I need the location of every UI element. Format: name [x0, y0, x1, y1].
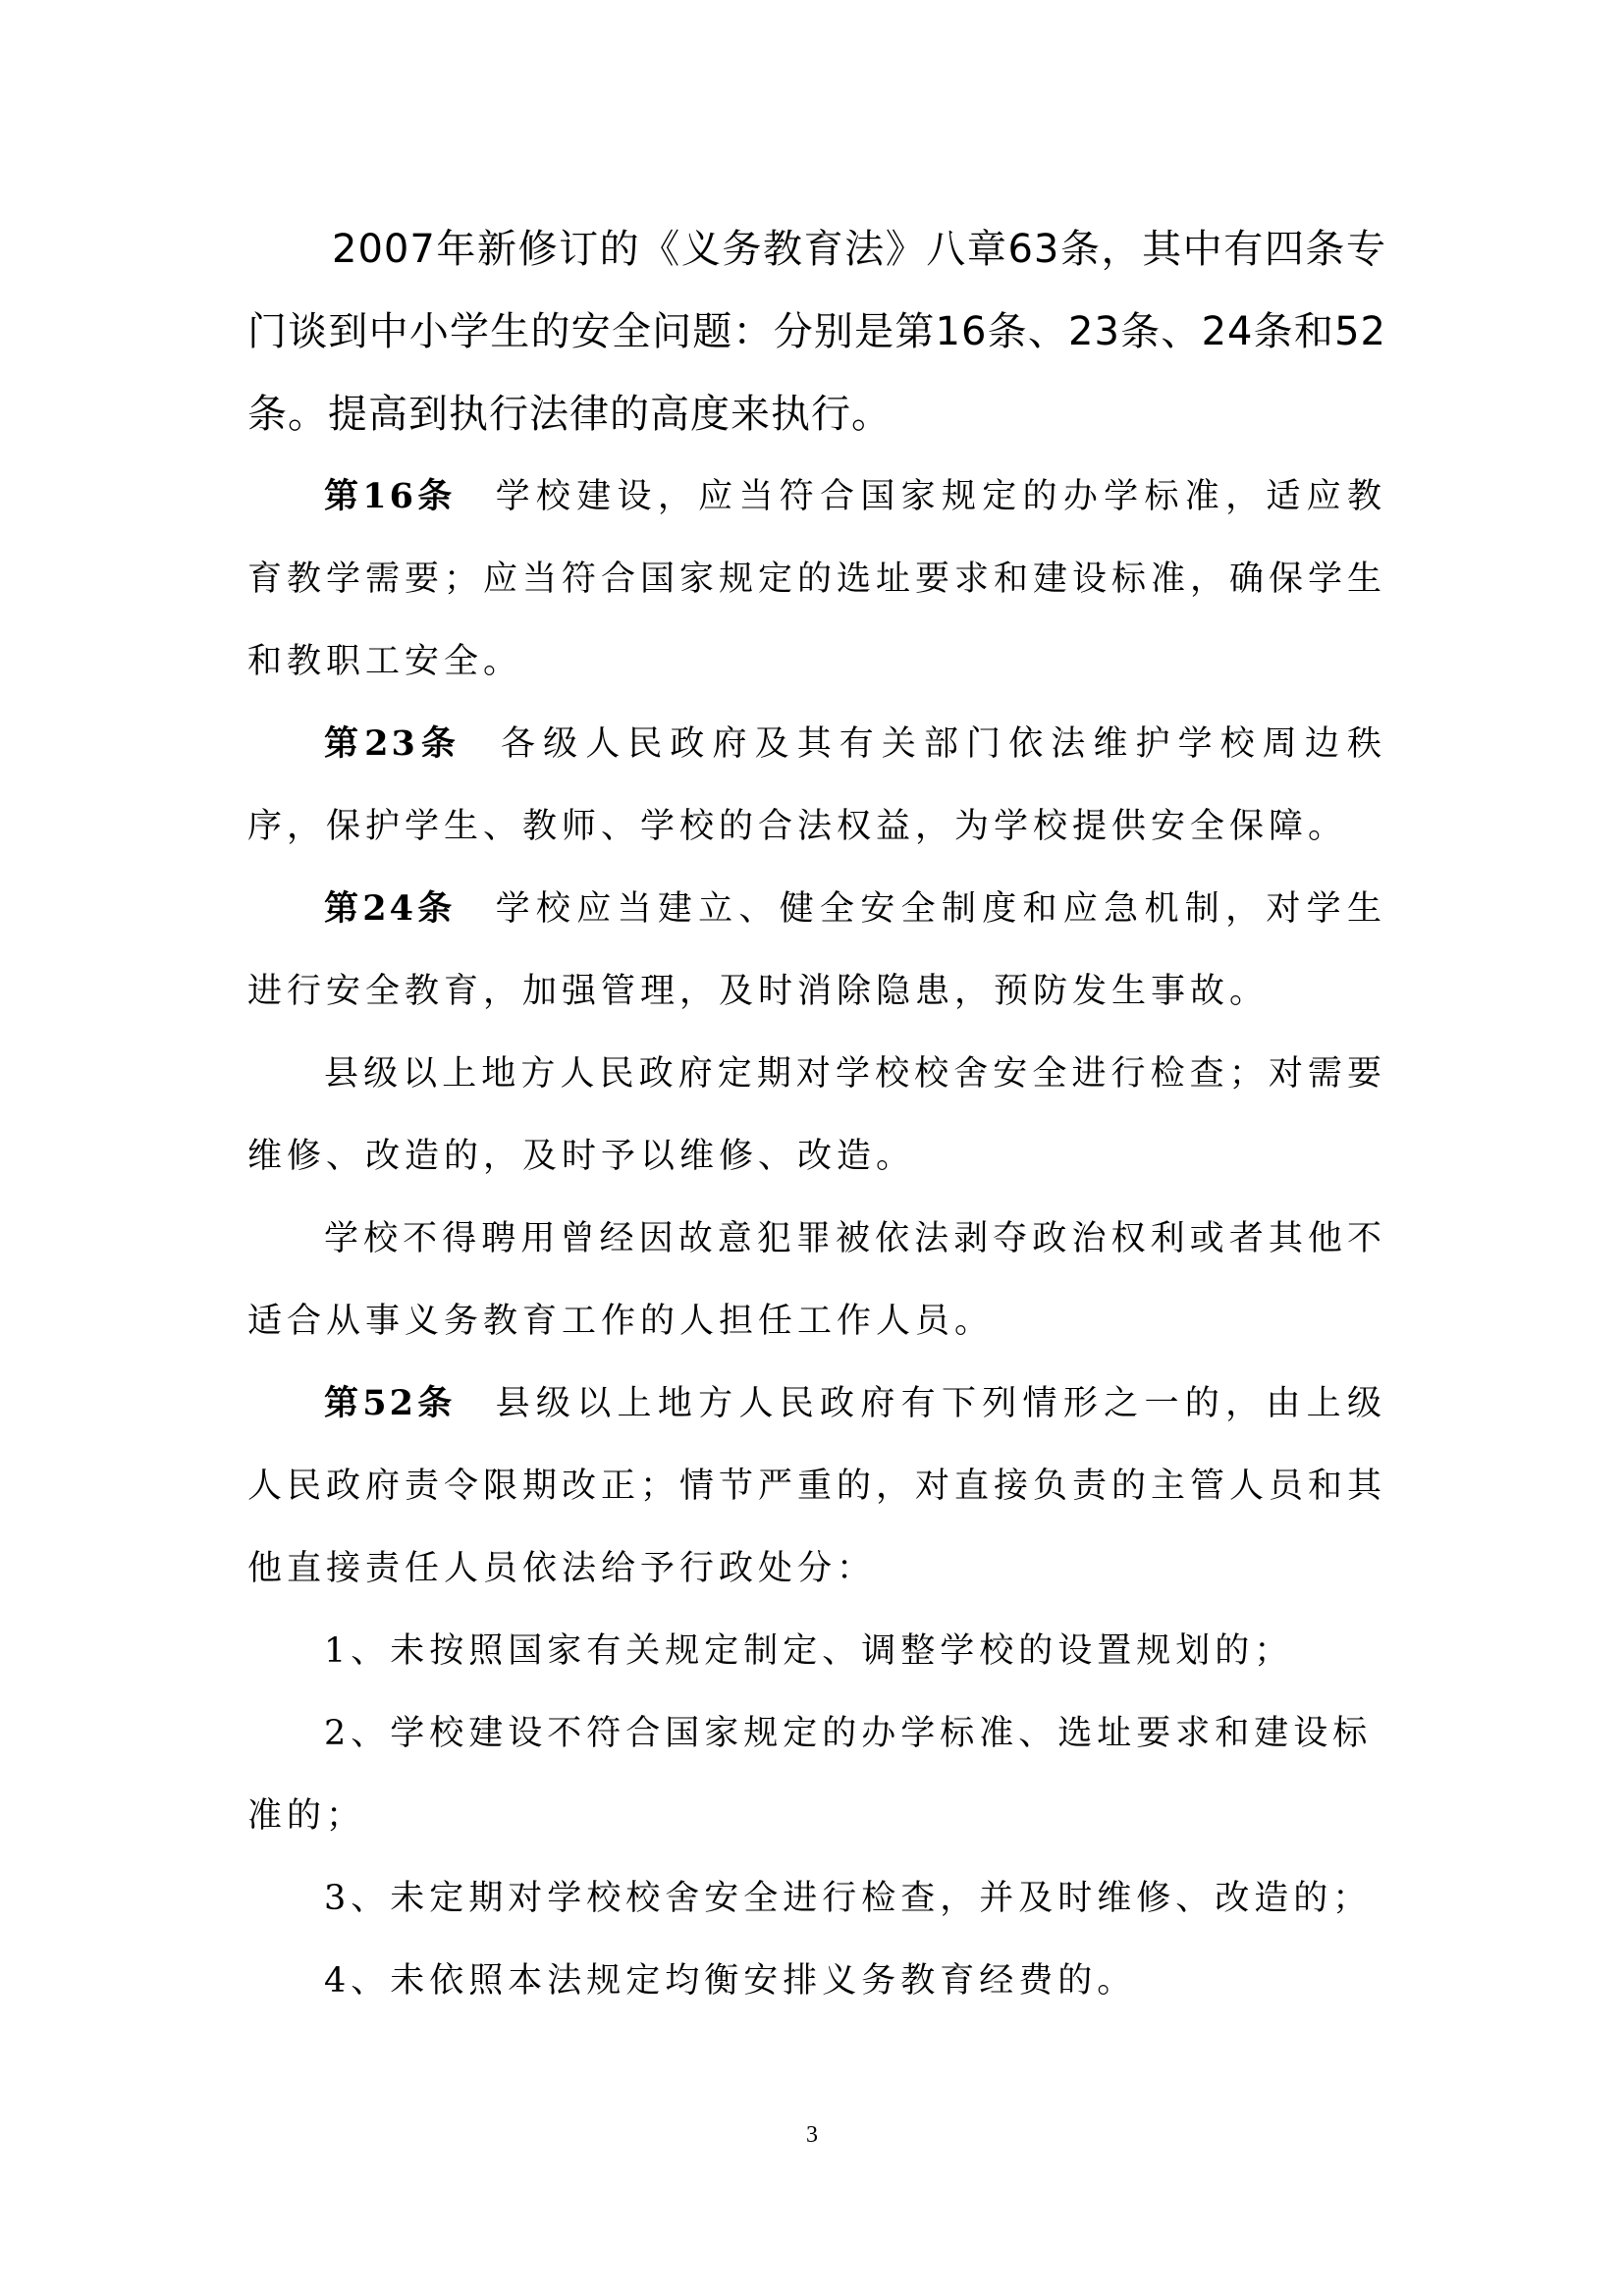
article-number: 第24条 — [324, 888, 457, 929]
intro-paragraph: 2007年新修订的《义务教育法》八章63条，其中有四条专门谈到中小学生的安全问题：分别是第16条、23条、24条和52条。提高到执行法律的高度来执行。 — [247, 227, 1386, 437]
article-number: 第16条 — [324, 476, 457, 516]
list-item: 4、未依照本法规定均衡安排义务教育经费的。 — [324, 1961, 1137, 2001]
article-text: 各级人民政府及其有关部门依法维护学校周边秩序，保护学生、教师、学校的合法权益，为学校提供安全保障。 — [247, 724, 1386, 846]
article-16 — [247, 455, 1386, 703]
list-item: 1、未按照国家有关规定制定、调整学校的设置规划的； — [324, 1631, 1294, 1671]
article-text: 学校建设，应当符合国家规定的办学标准，适应教育教学需要；应当符合国家规定的选址要求和建设标准，确保学生和教职工安全。 — [247, 477, 1387, 681]
article-text: 学校应当建立、健全安全制度和应急机制，对学生进行安全教育，加强管理，及时消除隐患，预防发生事故。 — [247, 889, 1386, 1011]
paragraph-inspection: 县级以上地方人民政府定期对学校校舍安全进行检查；对需要维修、改造的，及时予以维修、改造。 — [247, 1054, 1386, 1176]
list-item: 2、学校建设不符合国家规定的办学标准、选址要求和建设标准的； — [247, 1714, 1373, 1836]
article-number: 第23条 — [324, 723, 462, 764]
article-52 — [247, 1362, 1386, 1610]
paragraph-hiring: 学校不得聘用曾经因故意犯罪被依法剥夺政治权利或者其他不适合从事义务教育工作的人担任工作人员。 — [247, 1219, 1386, 1341]
article-text: 县级以上地方人民政府有下列情形之一的，由上级人民政府责令限期改正；情节严重的，对直接负责的主管人员和其他直接责任人员依法给予行政处分： — [247, 1384, 1387, 1588]
article-23 — [247, 703, 1386, 868]
article-24 — [247, 868, 1386, 1033]
list-item: 3、未定期对学校校舍安全进行检查，并及时维修、改造的； — [324, 1879, 1373, 1918]
page-number: 3 — [806, 2122, 818, 2148]
article-number: 第52条 — [324, 1383, 457, 1423]
